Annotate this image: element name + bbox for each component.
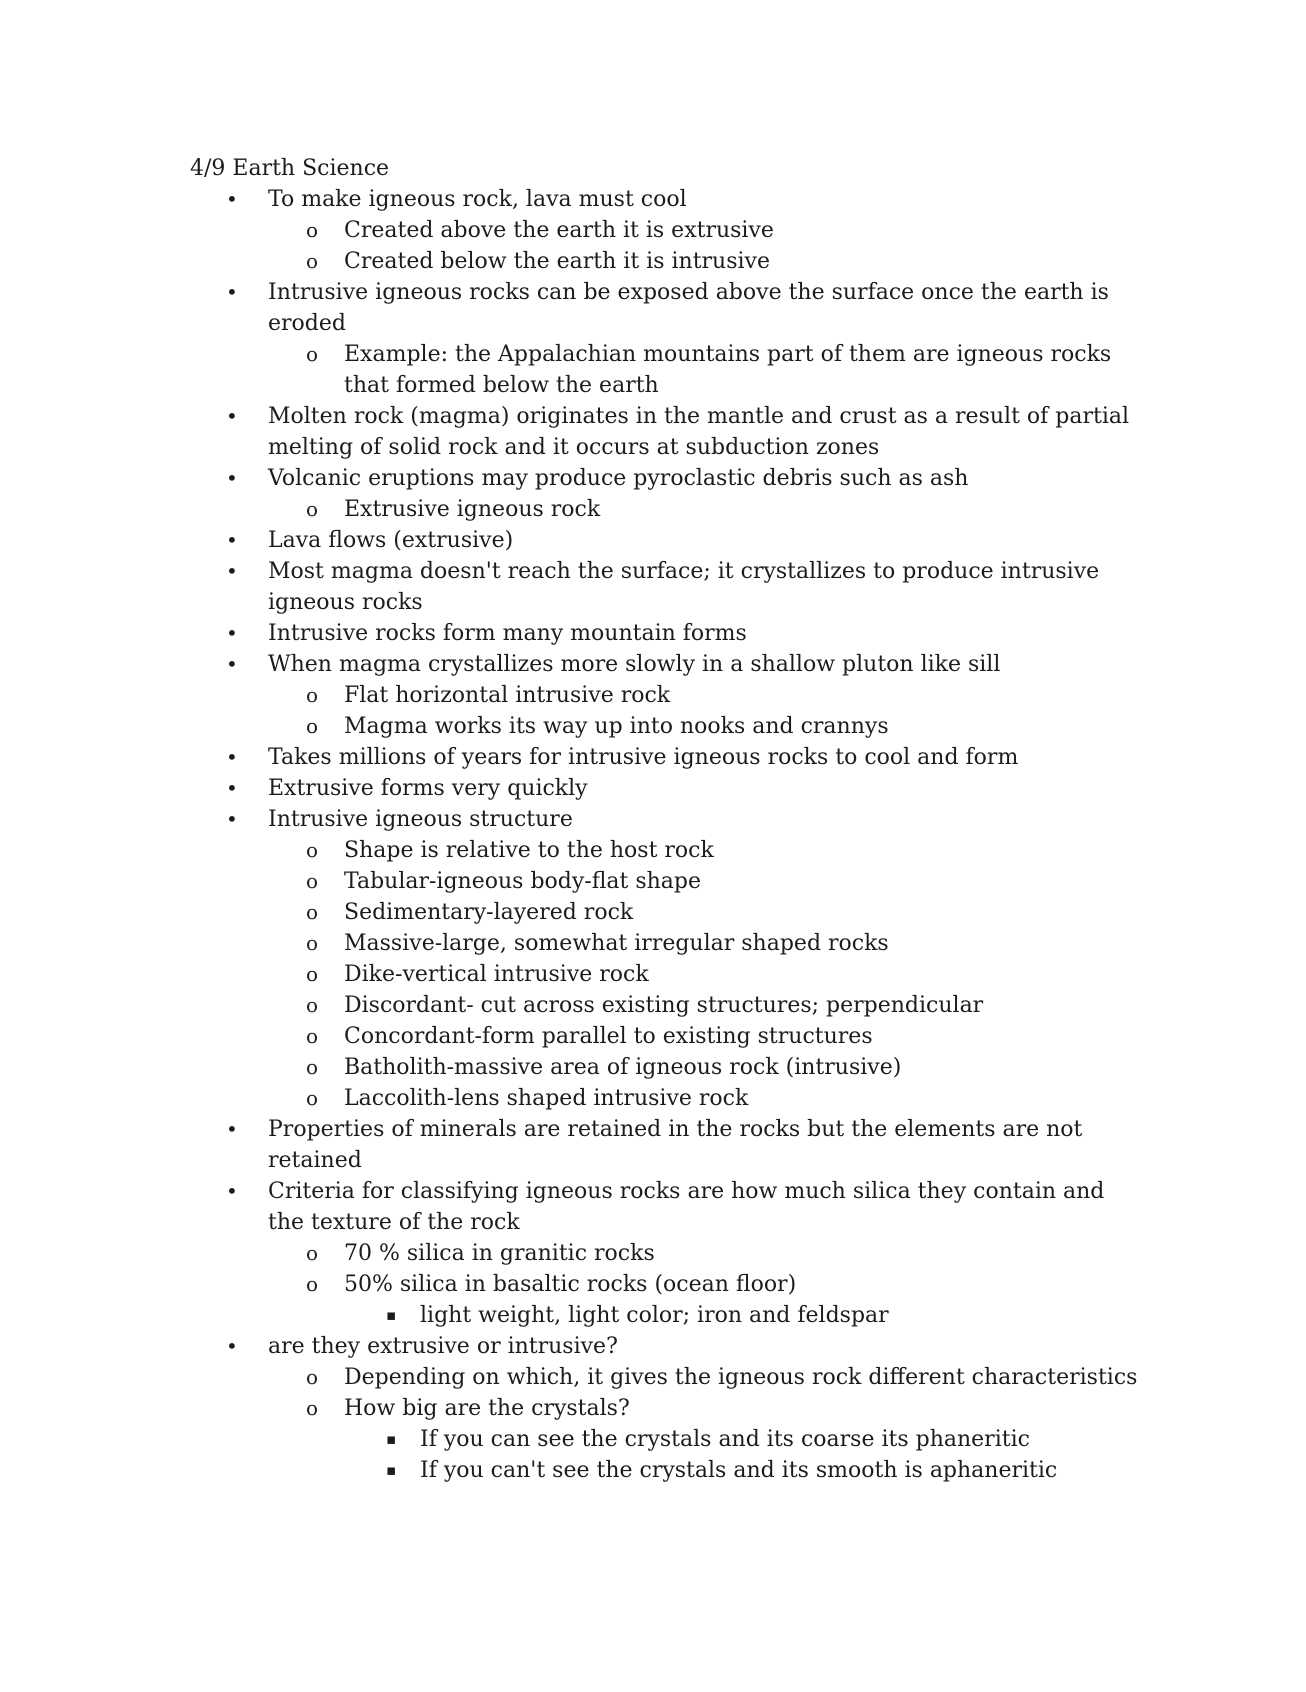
list-item-text: Tabular-igneous body-flat shape [344, 869, 702, 894]
bullet-circle-icon: o [306, 962, 319, 986]
list-item [190, 1238, 1190, 1269]
bullet-dot-icon: • [226, 652, 238, 676]
list-item-text: Properties of minerals are retained in the rocks but the elements are not [268, 1117, 1083, 1142]
list-item [190, 494, 1190, 525]
bullet-circle-icon: o [306, 838, 319, 862]
list-item-text: Extrusive igneous rock [344, 497, 601, 522]
list-item [190, 897, 1190, 928]
bullet-dot-icon: • [226, 187, 238, 211]
list-item-text: igneous rocks [268, 590, 423, 615]
bullet-dot-icon: • [226, 807, 238, 831]
bullet-circle-icon: o [306, 1055, 319, 1079]
list-item-text: Shape is relative to the host rock [344, 838, 714, 863]
bullet-circle-icon: o [306, 993, 319, 1017]
list-item-text: Lava flows (extrusive) [268, 528, 514, 553]
list-item [190, 1269, 1190, 1300]
bullet-circle-icon: o [306, 342, 319, 366]
bullet-circle-icon: o [306, 249, 319, 273]
list-item [190, 866, 1190, 897]
list-item [190, 525, 1190, 556]
list-item-text: that formed below the earth [344, 373, 659, 398]
bullet-dot-icon: • [226, 776, 238, 800]
list-item-text: Extrusive forms very quickly [268, 776, 588, 801]
bullet-dot-icon: • [226, 466, 238, 490]
bullet-dot-icon: • [226, 404, 238, 428]
list-item-text: Laccolith-lens shaped intrusive rock [344, 1086, 749, 1111]
list-item-text: Molten rock (magma) originates in the mantle and crust as a result of partial [268, 404, 1130, 429]
bullet-square-icon: ▪ [386, 1461, 397, 1479]
list-item-text: the texture of the rock [268, 1210, 520, 1235]
bullet-dot-icon: • [226, 280, 238, 304]
notes-list [190, 184, 1190, 1486]
list-item [190, 401, 1190, 463]
list-item [190, 649, 1190, 680]
list-item-text: Example: the Appalachian mountains part of them are igneous rocks [344, 342, 1112, 367]
list-item-text: Flat horizontal intrusive rock [344, 683, 671, 708]
bullet-dot-icon: • [226, 621, 238, 645]
bullet-dot-icon: • [226, 1334, 238, 1358]
list-item [190, 1021, 1190, 1052]
list-item-text: How big are the crystals? [344, 1396, 630, 1421]
list-item [190, 556, 1190, 618]
list-item [190, 277, 1190, 339]
list-item [190, 246, 1190, 277]
list-item [190, 990, 1190, 1021]
list-item-text: 50% silica in basaltic rocks (ocean floor) [344, 1272, 797, 1297]
list-item [190, 184, 1190, 215]
list-item-text: are they extrusive or intrusive? [268, 1334, 618, 1359]
list-item-text: Depending on which, it gives the igneous rock different characteristics [344, 1365, 1138, 1390]
list-item [190, 680, 1190, 711]
list-item-text: Magma works its way up into nooks and crannys [344, 714, 889, 739]
list-item-text: Created below the earth it is intrusive [344, 249, 771, 274]
list-item [190, 1052, 1190, 1083]
list-item [190, 1424, 1190, 1455]
list-item-text: Criteria for classifying igneous rocks are how much silica they contain and [268, 1179, 1105, 1204]
bullet-dot-icon: • [226, 559, 238, 583]
bullet-circle-icon: o [306, 683, 319, 707]
bullet-circle-icon: o [306, 931, 319, 955]
bullet-dot-icon: • [226, 528, 238, 552]
bullet-circle-icon: o [306, 869, 319, 893]
list-item-text: If you can see the crystals and its coarse its phaneritic [420, 1427, 1030, 1452]
list-item [190, 1300, 1190, 1331]
list-item-text: Most magma doesn't reach the surface; it crystallizes to produce intrusive [268, 559, 1100, 584]
list-item-text: When magma crystallizes more slowly in a shallow pluton like sill [268, 652, 1001, 677]
bullet-circle-icon: o [306, 1396, 319, 1420]
list-item-text: If you can't see the crystals and its smooth is aphaneritic [420, 1458, 1058, 1483]
bullet-circle-icon: o [306, 1024, 319, 1048]
list-item [190, 835, 1190, 866]
list-item [190, 804, 1190, 835]
list-item [190, 773, 1190, 804]
bullet-square-icon: ▪ [386, 1430, 397, 1448]
list-item-text: Created above the earth it is extrusive [344, 218, 774, 243]
bullet-circle-icon: o [306, 1086, 319, 1110]
list-item-text: Volcanic eruptions may produce pyroclastic debris such as ash [268, 466, 969, 491]
list-item [190, 1083, 1190, 1114]
bullet-circle-icon: o [306, 1365, 319, 1389]
bullet-circle-icon: o [306, 497, 319, 521]
list-item-text: Intrusive rocks form many mountain forms [268, 621, 747, 646]
list-item [190, 1114, 1190, 1176]
bullet-circle-icon: o [306, 714, 319, 738]
list-item-text: 70 % silica in granitic rocks [344, 1241, 655, 1266]
notes-page [190, 153, 1190, 1486]
list-item-text: Dike-vertical intrusive rock [344, 962, 649, 987]
list-item [190, 1455, 1190, 1486]
list-item-text: melting of solid rock and it occurs at subduction zones [268, 435, 880, 460]
list-item-text: Massive-large, somewhat irregular shaped rocks [344, 931, 889, 956]
list-item [190, 463, 1190, 494]
list-item [190, 1362, 1190, 1393]
list-item-text: Sedimentary-layered rock [344, 900, 634, 925]
bullet-dot-icon: • [226, 1117, 238, 1141]
list-item-text: Batholith-massive area of igneous rock (intrusive) [344, 1055, 902, 1080]
list-item-text: eroded [268, 311, 346, 336]
bullet-circle-icon: o [306, 218, 319, 242]
list-item-text: Intrusive igneous rocks can be exposed above the surface once the earth is [268, 280, 1109, 305]
bullet-dot-icon: • [226, 745, 238, 769]
bullet-dot-icon: • [226, 1179, 238, 1203]
list-item-text: light weight, light color; iron and feldspar [420, 1303, 889, 1328]
bullet-circle-icon: o [306, 1272, 319, 1296]
bullet-circle-icon: o [306, 1241, 319, 1265]
list-item-text: Intrusive igneous structure [268, 807, 573, 832]
list-item-text: Takes millions of years for intrusive igneous rocks to cool and form [268, 745, 1019, 770]
list-item [190, 711, 1190, 742]
list-item [190, 928, 1190, 959]
document-title: 4/9 Earth Science [190, 156, 390, 181]
list-item [190, 339, 1190, 401]
list-item-text: To make igneous rock, lava must cool [268, 187, 687, 212]
list-item [190, 959, 1190, 990]
list-item [190, 618, 1190, 649]
bullet-circle-icon: o [306, 900, 319, 924]
list-item-text: Discordant- cut across existing structures; perpendicular [344, 993, 984, 1018]
list-item [190, 215, 1190, 246]
list-item [190, 1176, 1190, 1238]
list-item [190, 1331, 1190, 1362]
list-item [190, 1393, 1190, 1424]
bullet-square-icon: ▪ [386, 1306, 397, 1324]
list-item [190, 742, 1190, 773]
list-item-text: Concordant-form parallel to existing structures [344, 1024, 873, 1049]
list-item-text: retained [268, 1148, 362, 1173]
